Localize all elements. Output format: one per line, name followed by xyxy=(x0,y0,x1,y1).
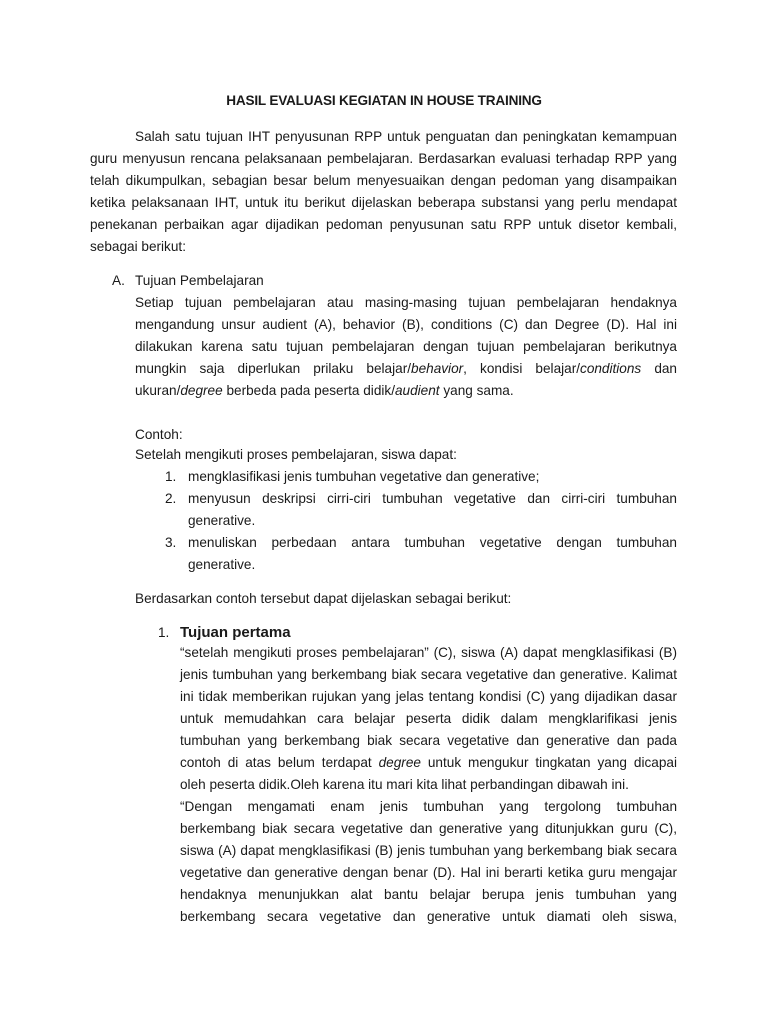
list-item: menuliskan perbedaan antara tumbuhan vegetative dengan tumbuhan xyxy=(188,535,677,550)
list-number: 2. xyxy=(165,491,177,506)
subsection-line: untuk memudahkan cara belajar peserta didik dalam mengklarifikasi jenis xyxy=(180,711,677,726)
section-a-line: dilakukan karena satu tujuan pembelajaran dengan tujuan pembelajaran berikutnya xyxy=(135,339,677,354)
subsection-line: berkembang biak secara vegetative dan generative yang ditunjukkan guru (C), xyxy=(180,821,677,836)
subsection-line: siswa (A) dapat mengklasifikasi (B) jenis tumbuhan yang berkembang biak secara xyxy=(180,843,677,858)
intro-line: telah dikumpulkan, sebagian besar belum menyesuaikan dengan pedoman yang disampaikan xyxy=(90,173,677,188)
list-number: 3. xyxy=(165,535,177,550)
subsection-line: “setelah mengikuti proses pembelajaran” (C), siswa (A) dapat mengklasifikasi (B) xyxy=(180,645,677,660)
subsection-number: 1. xyxy=(158,625,170,640)
conclusion-text: Berdasarkan contoh tersebut dapat dijelaskan sebagai berikut: xyxy=(135,591,512,606)
section-a-line: ukuran/degree berbeda pada peserta didik/audient yang sama. xyxy=(135,383,514,398)
list-item: menyusun deskripsi cirri-ciri tumbuhan vegetative dan cirri-ciri tumbuhan xyxy=(188,491,677,506)
subsection-line: berkembang secara vegetative dan generative untuk diamati oleh siswa, xyxy=(180,909,677,924)
section-a-line: Setiap tujuan pembelajaran atau masing-masing tujuan pembelajaran hendaknya xyxy=(135,295,677,310)
section-a-heading: Tujuan Pembelajaran xyxy=(135,273,264,288)
contoh-label: Contoh: xyxy=(135,427,183,442)
list-item-continuation: generative. xyxy=(188,513,256,528)
section-a-line: mungkin saja diperlukan prilaku belajar/behavior, kondisi belajar/conditions dan xyxy=(135,361,677,376)
subsection-line: ini tidak memberikan rujukan yang jelas tentang kondisi (C) yang dijadikan dasar xyxy=(180,689,677,704)
subsection-line: “Dengan mengamati enam jenis tumbuhan yang tergolong tumbuhan xyxy=(180,799,677,814)
subsection-line: contoh di atas belum terdapat degree untuk mengukur tingkatan yang dicapai xyxy=(180,755,677,770)
contoh-intro: Setelah mengikuti proses pembelajaran, siswa dapat: xyxy=(135,447,457,462)
list-item: mengklasifikasi jenis tumbuhan vegetative dan generative; xyxy=(188,469,540,484)
subsection-line: oleh peserta didik.Oleh karena itu mari kita lihat perbandingan dibawah ini. xyxy=(180,777,629,792)
intro-line: guru menyusun rencana pelaksanaan pembelajaran. Berdasarkan evaluasi terhadap RPP yang xyxy=(90,151,677,166)
intro-line: penekanan perbaikan agar dijadikan pedoman penyusunan satu RPP untuk disetor kembali, xyxy=(90,217,677,232)
subsection-heading: Tujuan pertama xyxy=(180,624,291,641)
intro-line: sebagai berikut: xyxy=(90,239,186,254)
document-title: HASIL EVALUASI KEGIATAN IN HOUSE TRAINING xyxy=(226,93,542,108)
subsection-line: vegetative dan generative dengan benar (D). Hal ini berarti ketika guru mengajar xyxy=(180,865,677,880)
subsection-line: hendaknya menunjukkan alat bantu belajar berupa jenis tumbuhan yang xyxy=(180,887,677,902)
list-number: 1. xyxy=(165,469,177,484)
section-a-marker: A. xyxy=(112,273,125,288)
subsection-line: tumbuhan yang berkembang biak secara vegetative dan generative dan pada xyxy=(180,733,677,748)
list-item-continuation: generative. xyxy=(188,557,256,572)
intro-line: Salah satu tujuan IHT penyusunan RPP untuk penguatan dan peningkatan kemampuan xyxy=(135,129,677,144)
subsection-line: jenis tumbuhan yang berkembang biak secara vegetative dan generative. Kalimat xyxy=(180,667,677,682)
intro-line: ketika pelaksanaan IHT, untuk itu berikut dijelaskan beberapa substansi yang perlu mendapat xyxy=(90,195,677,210)
section-a-line: mengandung unsur audient (A), behavior (B), conditions (C) dan Degree (D). Hal ini xyxy=(135,317,677,332)
